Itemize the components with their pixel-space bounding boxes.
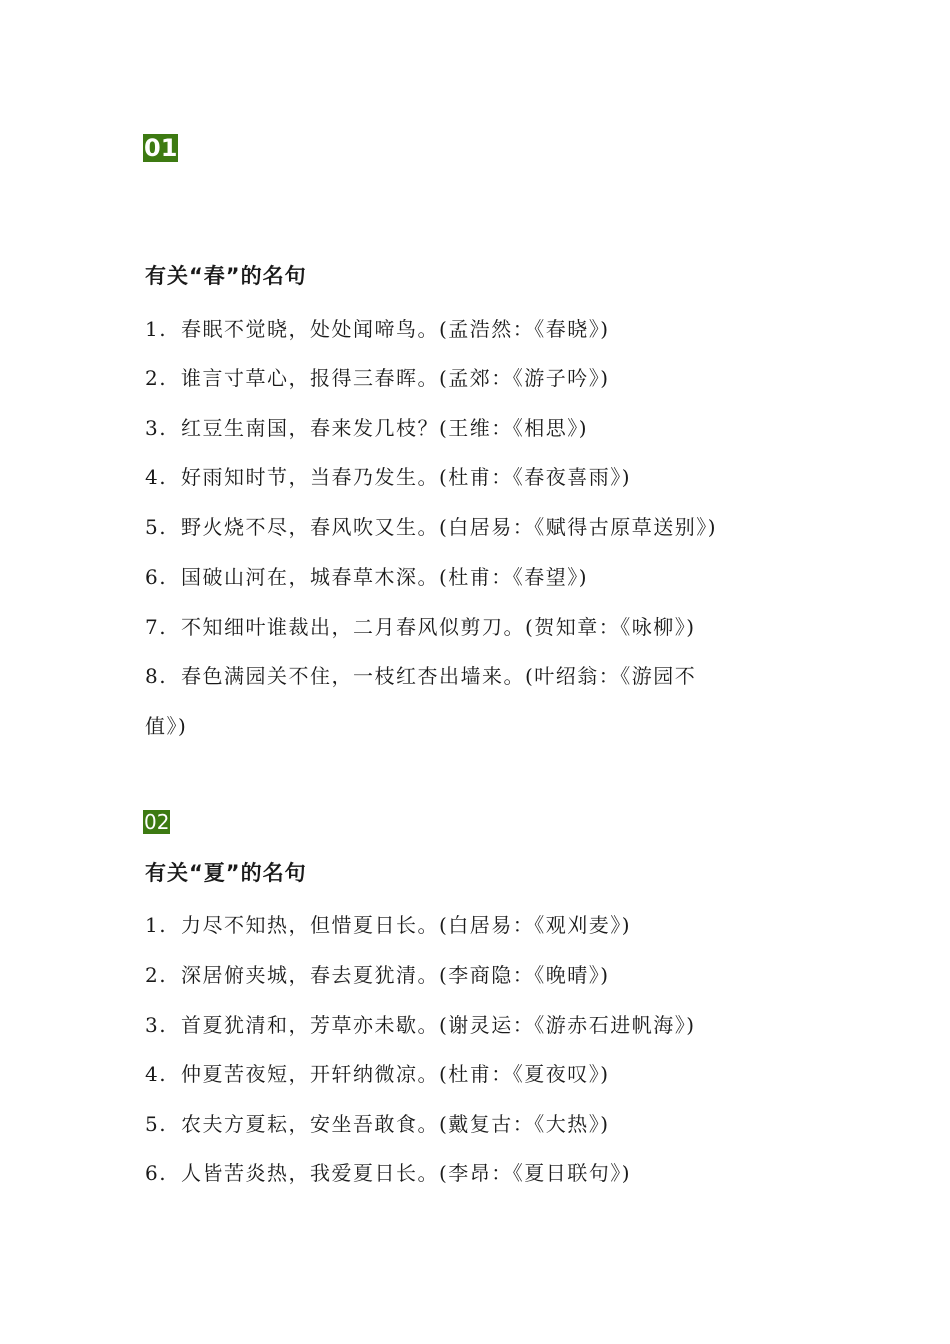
- item-text: 农夫方夏耘，安坐吾敢食。(戴复古：《大热》): [181, 1112, 610, 1136]
- item-text: 春色满园关不住，一枝红杏出墙来。(叶绍翁：《游园不: [181, 664, 697, 688]
- list-item: [145, 511, 717, 540]
- item-text: 首夏犹清和，芳草亦未歇。(谢灵运：《游赤石进帆海》): [181, 1013, 696, 1037]
- list-item: [145, 959, 610, 988]
- item-number: 3.: [145, 416, 168, 440]
- item-text: 春眠不觉晓，处处闻啼鸟。(孟浩然：《春晓》): [181, 317, 610, 341]
- item-text: 红豆生南国，春来发几枝？(王维：《相思》): [181, 416, 589, 440]
- list-item-continuation: 值》): [145, 714, 188, 738]
- item-text: 国破山河在，城春草木深。(杜甫：《春望》): [181, 565, 589, 589]
- section-heading: 有关“夏”的名句: [145, 861, 307, 885]
- item-number: 3.: [145, 1013, 168, 1037]
- list-item: [145, 461, 631, 490]
- item-number: 6.: [145, 565, 168, 589]
- item-text: 好雨知时节，当春乃发生。(杜甫：《春夜喜雨》): [181, 465, 632, 489]
- item-text: 人皆苦炎热，我爱夏日长。(李昂：《夏日联句》): [181, 1161, 632, 1185]
- list-item: [145, 1009, 696, 1038]
- item-number: 8.: [145, 664, 168, 688]
- item-number: 2.: [145, 963, 168, 987]
- item-text: 野火烧不尽，春风吹又生。(白居易：《赋得古原草送别》): [181, 515, 718, 539]
- list-item: [145, 561, 588, 590]
- section-badge: 02: [144, 810, 170, 834]
- list-item: [145, 1058, 610, 1087]
- list-item: [145, 660, 696, 689]
- list-item: [145, 909, 631, 938]
- list-item: [145, 1108, 610, 1137]
- list-item: [145, 412, 588, 441]
- item-number: 4.: [145, 465, 168, 489]
- item-number: 7.: [145, 615, 168, 639]
- item-number: 4.: [145, 1062, 168, 1086]
- item-number: 2.: [145, 366, 168, 390]
- list-item: [145, 1157, 631, 1186]
- list-item: [145, 611, 696, 640]
- list-item: [145, 362, 610, 391]
- item-text: 谁言寸草心，报得三春晖。(孟郊：《游子吟》): [181, 366, 610, 390]
- item-number: 5.: [145, 1112, 168, 1136]
- list-item: [145, 313, 610, 342]
- section-badge: 01: [144, 134, 178, 162]
- item-text: 不知细叶谁裁出，二月春风似剪刀。(贺知章：《咏柳》): [181, 615, 696, 639]
- section-heading: 有关“春”的名句: [145, 264, 307, 288]
- item-number: 5.: [145, 515, 168, 539]
- item-text: 深居俯夹城，春去夏犹清。(李商隐：《晚晴》): [181, 963, 610, 987]
- item-number: 1.: [145, 913, 168, 937]
- item-number: 6.: [145, 1161, 168, 1185]
- item-text: 力尽不知热，但惜夏日长。(白居易：《观刈麦》): [181, 913, 632, 937]
- item-text: 仲夏苦夜短，开轩纳微凉。(杜甫：《夏夜叹》): [181, 1062, 610, 1086]
- item-number: 1.: [145, 317, 168, 341]
